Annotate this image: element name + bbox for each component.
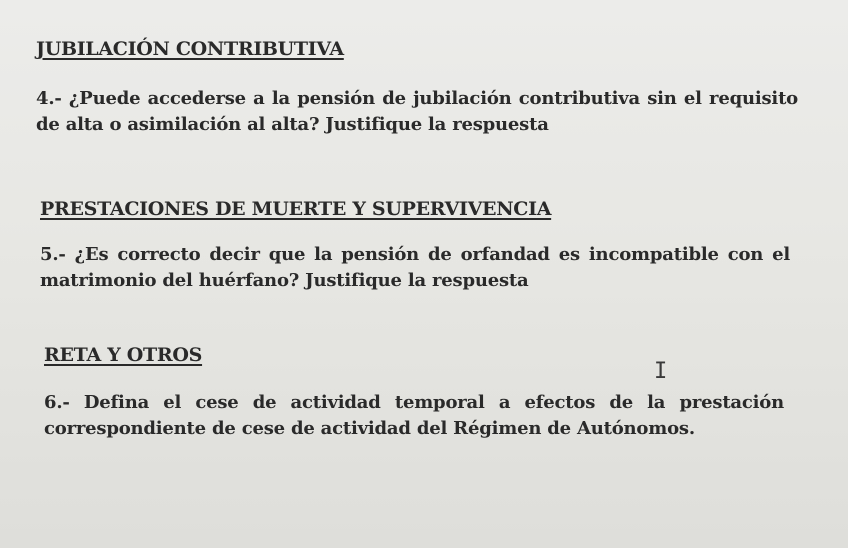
section-heading-jubilacion: JUBILACIÓN CONTRIBUTIVA [36, 38, 344, 60]
section-heading-muerte-supervivencia: PRESTACIONES DE MUERTE Y SUPERVIVENCIA [40, 198, 552, 220]
question-6: 6.- Defina el cese de actividad temporal a efectos de la prestación correspondiente de cese de actividad del Régimen de Autónomos. [44, 392, 784, 439]
question-4: 4.- ¿Puede accederse a la pensión de jubilación contributiva sin el requisito de alta o asimilación al alta? Justifique la respuesta [36, 88, 798, 135]
section-heading-reta: RETA Y OTROS [44, 344, 203, 366]
question-5: 5.- ¿Es correcto decir que la pensión de orfandad es incompatible con el matrimonio del huérfano? Justifique la respuesta [40, 244, 790, 291]
text-cursor-icon: I [654, 359, 668, 384]
